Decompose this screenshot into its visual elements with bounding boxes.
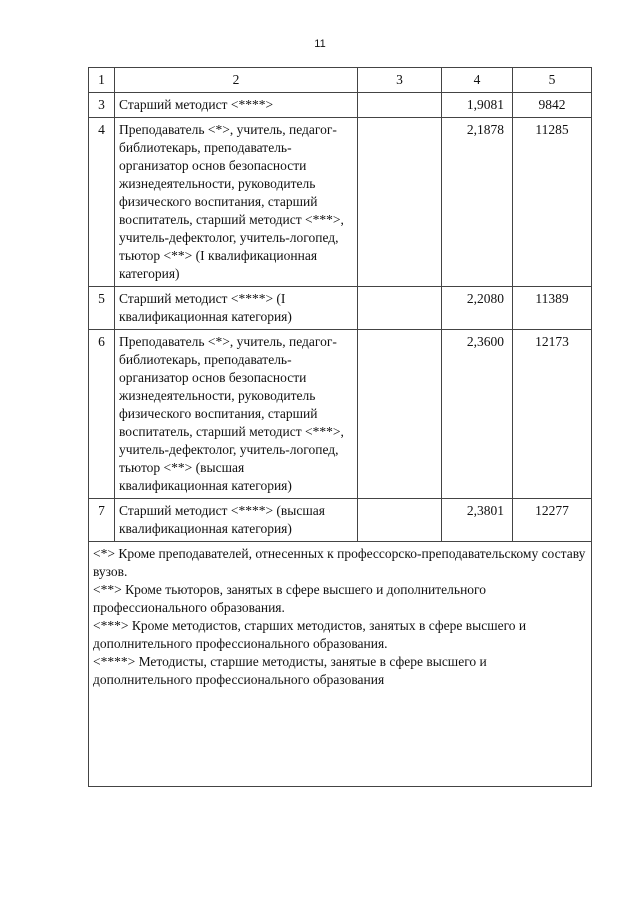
position-title: Старший методист <****>	[115, 93, 358, 118]
row-number: 4	[89, 118, 115, 287]
coefficient-cell: 2,2080	[442, 287, 513, 330]
row-number: 5	[89, 287, 115, 330]
col3-cell	[358, 287, 442, 330]
table-row	[89, 499, 592, 542]
header-cell: 3	[358, 68, 442, 93]
position-title: Преподаватель <*>, учитель, педагог-библиотекарь, преподаватель-организатор основ безопасности жизнедеятельности, руководитель физического воспитания, старший воспитатель, старший методист <***>, учитель-дефектолог, учитель-логопед, тьютор <**> (высшая квалификационная категория)	[115, 330, 358, 499]
row-number: 6	[89, 330, 115, 499]
footnote: <***> Кроме методистов, старших методистов, занятых в сфере высшего и дополнительного профессионального образования.	[93, 618, 527, 651]
header-cell: 2	[115, 68, 358, 93]
table-row	[89, 93, 592, 118]
position-title: Старший методист <****> (I квалификационная категория)	[115, 287, 358, 330]
row-number: 7	[89, 499, 115, 542]
page-number: 11	[314, 38, 326, 50]
notes-row	[89, 542, 592, 787]
amount-cell: 9842	[513, 93, 592, 118]
col3-cell	[358, 118, 442, 287]
coefficient-cell: 2,3801	[442, 499, 513, 542]
footnotes	[89, 542, 592, 787]
coefficient-cell: 2,1878	[442, 118, 513, 287]
position-title: Преподаватель <*>, учитель, педагог-библиотекарь, преподаватель-организатор основ безопасности жизнедеятельности, руководитель физического воспитания, старший воспитатель, старший методист <***>, учитель-дефектолог, учитель-логопед, тьютор <**> (I квалификационная категория)	[115, 118, 358, 287]
amount-cell: 11285	[513, 118, 592, 287]
amount-cell: 12277	[513, 499, 592, 542]
coefficient-cell: 1,9081	[442, 93, 513, 118]
table-row	[89, 330, 592, 499]
footnote: <****> Методисты, старшие методисты, занятые в сфере высшего и дополнительного профессионального образования	[93, 654, 487, 687]
amount-cell: 11389	[513, 287, 592, 330]
col3-cell	[358, 330, 442, 499]
footnote: <*> Кроме преподавателей, отнесенных к профессорско-преподавательскому составу вузов.	[93, 546, 586, 579]
amount-cell: 12173	[513, 330, 592, 499]
row-number: 3	[89, 93, 115, 118]
footnote: <**> Кроме тьюторов, занятых в сфере высшего и дополнительного профессионального образования.	[93, 582, 486, 615]
header-row	[89, 68, 592, 93]
header-cell: 1	[89, 68, 115, 93]
table-row	[89, 118, 592, 287]
header-cell: 5	[513, 68, 592, 93]
coefficient-cell: 2,3600	[442, 330, 513, 499]
col3-cell	[358, 93, 442, 118]
header-cell: 4	[442, 68, 513, 93]
position-title: Старший методист <****> (высшая квалификационная категория)	[115, 499, 358, 542]
col3-cell	[358, 499, 442, 542]
table-row	[89, 287, 592, 330]
salary-table	[88, 67, 592, 787]
